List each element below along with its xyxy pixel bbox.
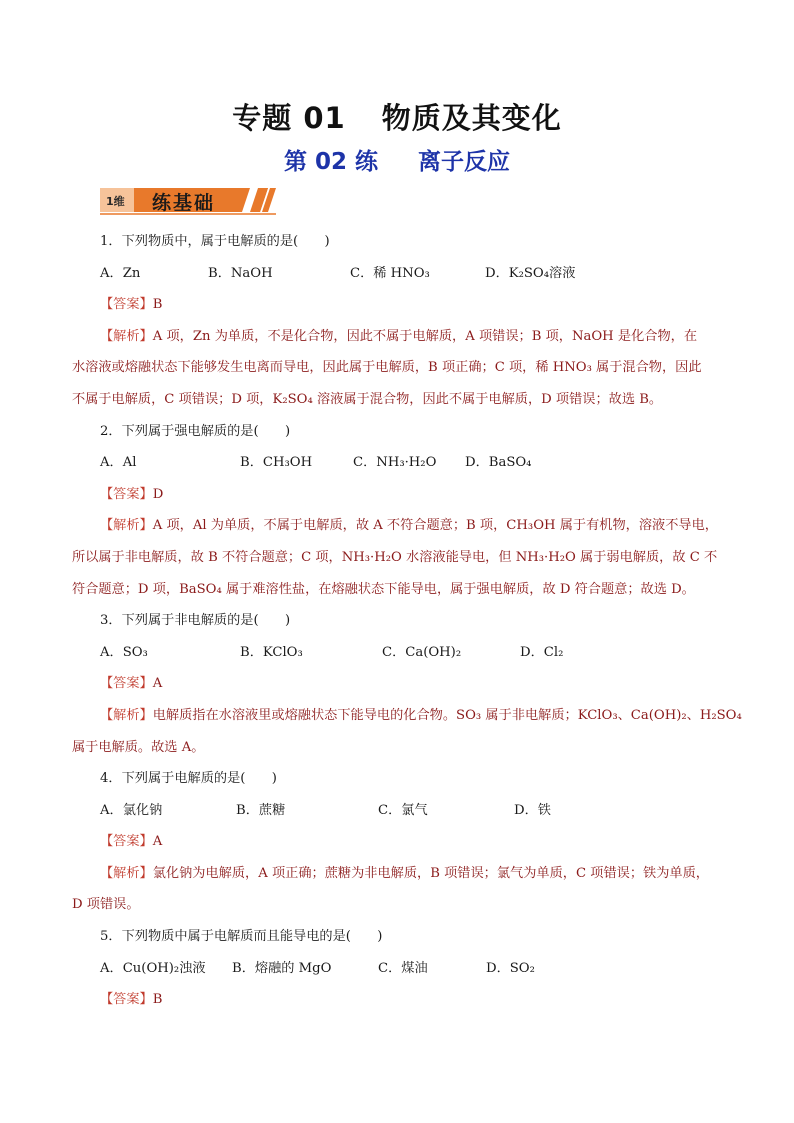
option-a: A．SO₃ xyxy=(100,644,148,660)
question-item xyxy=(72,605,742,763)
document-subtitle xyxy=(0,143,794,176)
analysis-line xyxy=(72,732,722,764)
subtitle-lesson: 第 02 练 xyxy=(283,149,379,175)
answer-label: 【答案】 xyxy=(100,676,153,692)
question-options xyxy=(72,953,722,985)
answer-value: A xyxy=(152,676,163,692)
banner-number: 1维 xyxy=(106,195,125,208)
question-stem: 2．下列属于强电解质的是( ) xyxy=(100,423,291,439)
option-c: C．氯气 xyxy=(378,802,428,818)
option-a: A．Cu(OH)₂浊液 xyxy=(100,960,206,976)
question-options xyxy=(72,258,722,290)
question-options xyxy=(72,637,722,669)
analysis-text: 氯化钠为电解质，A 项正确；蔗糖为非电解质，B 项错误；氯气为单质，C 项错误；铁为单质， xyxy=(152,865,709,881)
option-d: D．铁 xyxy=(514,802,551,818)
option-a: A．Zn xyxy=(100,265,141,281)
option-a: A．Al xyxy=(100,455,137,471)
answer-value: D xyxy=(152,486,164,502)
analysis-text: 属于电解质。故选 A。 xyxy=(72,739,205,755)
answer-label: 【答案】 xyxy=(100,486,153,502)
analysis-label: 【解析】 xyxy=(100,865,153,881)
answer-label: 【答案】 xyxy=(100,297,153,313)
analysis-label: 【解析】 xyxy=(100,707,153,723)
analysis-line xyxy=(72,858,722,890)
question-stem: 4．下列属于电解质的是( ) xyxy=(100,771,277,787)
option-d: D．K₂SO₄溶液 xyxy=(485,265,576,281)
option-b: B．KClO₃ xyxy=(240,644,303,660)
analysis-line xyxy=(72,352,722,384)
analysis-line xyxy=(72,542,722,574)
document-title xyxy=(0,96,794,137)
answer-value: A xyxy=(152,834,163,850)
analysis-line xyxy=(72,321,722,353)
analysis-text: 水溶液或熔融状态下能够发生电离而导电，因此属于电解质，B 项正确；C 项，稀 HNO₃ 属于混合物，因此 xyxy=(72,360,702,376)
option-c: C．NH₃·H₂O xyxy=(353,455,437,471)
subtitle-lesson-name: 离子反应 xyxy=(418,149,511,175)
analysis-line xyxy=(72,889,722,921)
option-d: D．Cl₂ xyxy=(520,644,564,660)
title-topic-name: 物质及其变化 xyxy=(381,101,562,135)
title-topic: 专题 01 xyxy=(232,101,346,135)
option-b: B．NaOH xyxy=(208,265,273,281)
analysis-text: 不属于电解质，C 项错误；D 项，K₂SO₄ 溶液属于混合物，因此不属于电解质，D 项错误；故选 B。 xyxy=(72,391,663,407)
answer-line xyxy=(72,668,722,700)
option-c: C．Ca(OH)₂ xyxy=(382,644,462,660)
question-item xyxy=(72,921,722,1016)
analysis-text: D 项错误。 xyxy=(72,897,140,913)
analysis-label: 【解析】 xyxy=(100,328,153,344)
option-d: D．BaSO₄ xyxy=(465,455,532,471)
question-item xyxy=(72,416,722,606)
option-c: C．稀 HNO₃ xyxy=(350,265,430,281)
analysis-line xyxy=(72,384,722,416)
analysis-text: A 项，Zn 为单质，不是化合物，因此不属于电解质，A 项错误；B 项，NaOH 是化合物，在 xyxy=(152,328,698,344)
answer-label: 【答案】 xyxy=(100,834,153,850)
question-item xyxy=(72,226,722,416)
answer-line xyxy=(72,984,722,1016)
option-b: B．熔融的 MgO xyxy=(232,960,332,976)
analysis-text: A 项，Al 为单质，不属于电解质，故 A 不符合题意；B 项，CH₃OH 属于有机物，溶液不导电， xyxy=(152,518,718,534)
question-stem: 1．下列物质中，属于电解质的是( ) xyxy=(100,234,330,249)
question-stem: 3．下列属于非电解质的是( ) xyxy=(100,613,291,629)
question-item xyxy=(72,763,722,921)
analysis-text: 符合题意；D 项，BaSO₄ 属于难溶性盐，在熔融状态下能导电，属于强电解质，故 D 符合题意；故选 D。 xyxy=(72,581,695,597)
answer-value: B xyxy=(152,297,163,313)
option-a: A．氯化钠 xyxy=(100,802,163,818)
analysis-line xyxy=(72,574,722,606)
section-banner xyxy=(100,184,280,216)
answer-line xyxy=(72,289,722,321)
answer-value: B xyxy=(152,992,163,1008)
option-d: D．SO₂ xyxy=(486,960,535,976)
question-options xyxy=(72,447,722,479)
answer-line xyxy=(72,826,722,858)
analysis-label: 【解析】 xyxy=(100,518,153,534)
analysis-line xyxy=(72,700,742,732)
option-c: C．煤油 xyxy=(378,960,428,976)
analysis-line xyxy=(72,510,722,542)
question-options xyxy=(72,795,722,827)
analysis-text: 电解质指在水溶液里或熔融状态下能导电的化合物。SO₃ 属于非电解质；KClO₃、Ca(OH)₂、H₂SO₄ xyxy=(152,707,742,723)
answer-line xyxy=(72,479,722,511)
analysis-text: 所以属于非电解质，故 B 不符合题意；C 项，NH₃·H₂O 水溶液能导电，但 NH₃·H₂O 属于弱电解质，故 C 不 xyxy=(72,549,718,565)
banner-label: 练基础 xyxy=(152,192,216,214)
option-b: B．蔗糖 xyxy=(236,802,286,818)
option-b: B．CH₃OH xyxy=(240,455,313,471)
question-stem: 5．下列物质中属于电解质而且能导电的是( ) xyxy=(100,929,383,945)
answer-label: 【答案】 xyxy=(100,992,153,1008)
question-list xyxy=(72,226,742,1016)
